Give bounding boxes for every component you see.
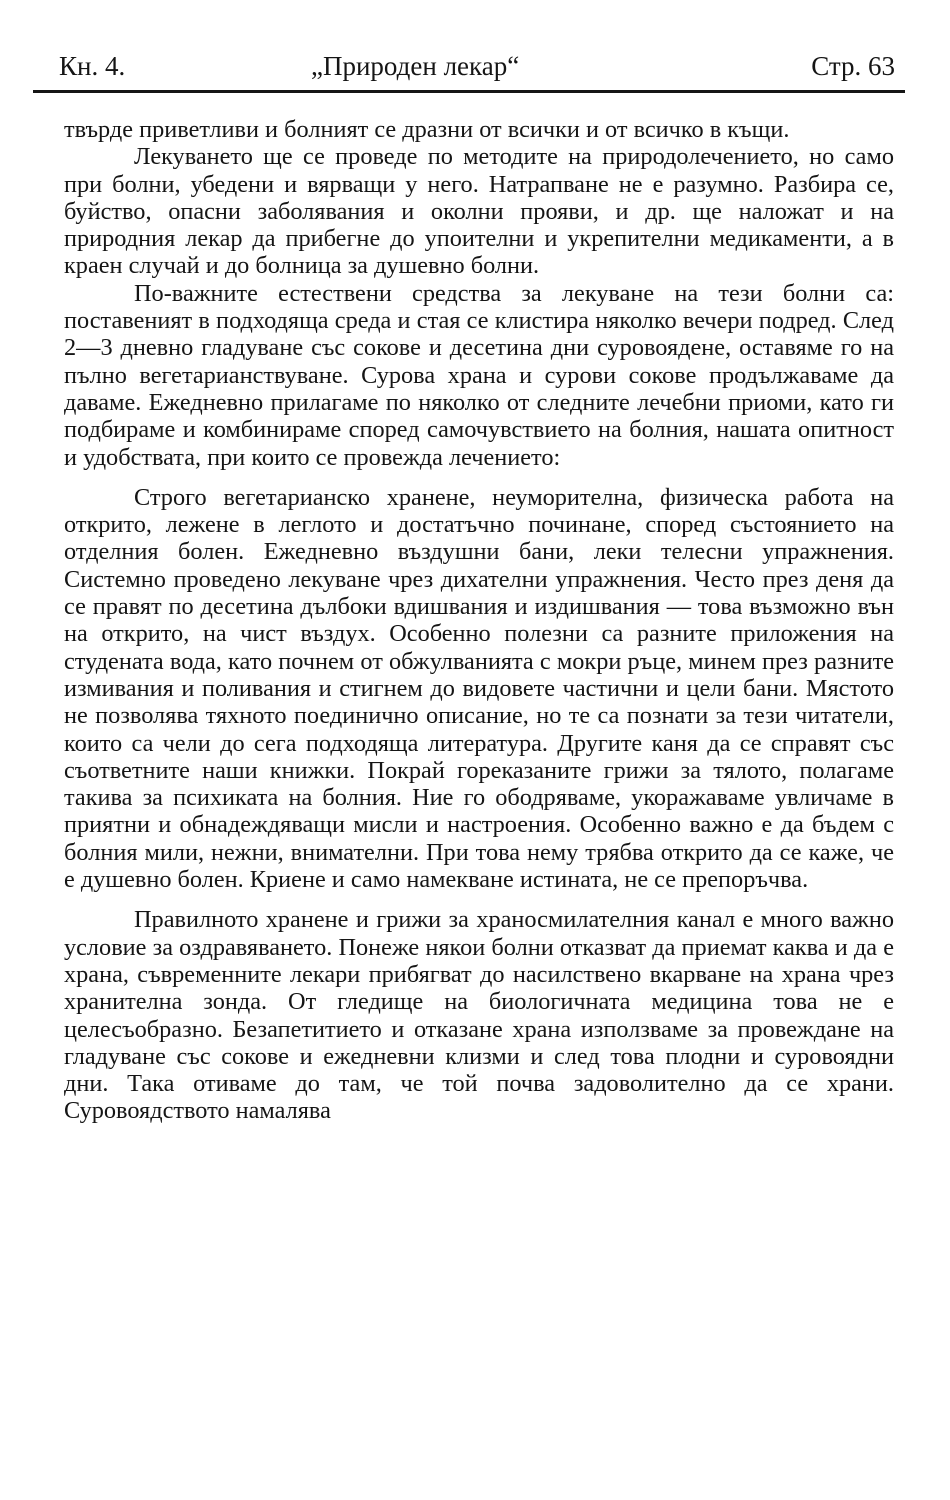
paragraph: Строго вегетарианско хранене, неуморителна, физическа работа на открито, лежене в леглото и достатъчно починане, според състоянието на отделния болен. Ежедневно въздушни бани, леки телесни упражнения. Системно проведено лекуване чрез дихателни упражнения. Често през деня да се правят по десетина дълбоки вдишвания и издишвания — това възможно вън на открито, на чист въздух. Особенно полезни са разните приложения на студената вода, като почнем от обжулванията с мокри ръце, минем през разните измивания и поливания и стигнем до видовете частични и цели бани. Мястото не позволява тяхното поединично описание, но те са познати за тези читатели, които са чели до сега подходяща литература. Другите каня да се справят със съответните наши книжки. Покрай гореказаните грижи за тялото, полагаме такива за психиката на болния. Ние го ободряваме, укоражаваме увличаме в приятни и обнадеждяващи мисли и настроения. Особенно важно е да бъдем с болния мили, нежни, внимателни. При това нему трябва открито да се каже, че е душевно болен. Криене и само намекване истината, не се препоръчва.: [64, 483, 894, 894]
book-number: Кн. 4.: [59, 51, 126, 81]
journal-title: „Природен лекар“: [311, 51, 520, 81]
paragraph: Правилното хранене и грижи за храносмилателния канал е много важно условие за оздравяването. Понеже някои болни отказват да приемат каква и да е храна, съвременните лекари прибягват до насилствено вкарване на храна чрез хранителна зонда. От гледище на биологичната медицина това не е целесъобразно. Безапетитието и отказане храна използваме за провеждане на гладуване със сокове и ежедневни клизми и след това плодни и суровоядни дни. Така отиваме до там, че той почва задоволително да се храни. Суровоядството намалява: [64, 906, 894, 1125]
paragraph-continuation: твърде приветливи и болният се дразни от всички и от всичко в къщи.: [64, 116, 790, 143]
page-number: Стр. 63: [811, 51, 895, 81]
body-text: [64, 116, 894, 1125]
paragraph: Лекуването ще се проведе по методите на природолечението, но само при болни, убедени и вярващи у него. Натрапване не е разумно. Разбира се, буйство, опасни заболявания и околни прояви, и др. ще наложат и на природния лекар да прибегне до упоителни и укрепителни медикаменти, а в краен случай и до болница за душевно болни.: [64, 143, 894, 280]
running-header: [33, 46, 905, 90]
paragraph: По-важните естествени средства за лекуване на тези болни са: поставеният в подходяща среда и стая се клистира няколко вечери подред. След 2—3 дневно гладуване със сокове и десетина дни суровоядене, оставяме го на пълно вегетарианствуване. Сурова храна и сурови сокове продължаваме да даваме. Ежедневно прилагаме по няколко от следните лечебни приоми, като ги подбираме и комбинираме според самочувствието на болния, нашата опитност и удобствата, при които се провежда лечението:: [64, 279, 894, 471]
header-rule: [33, 90, 905, 93]
